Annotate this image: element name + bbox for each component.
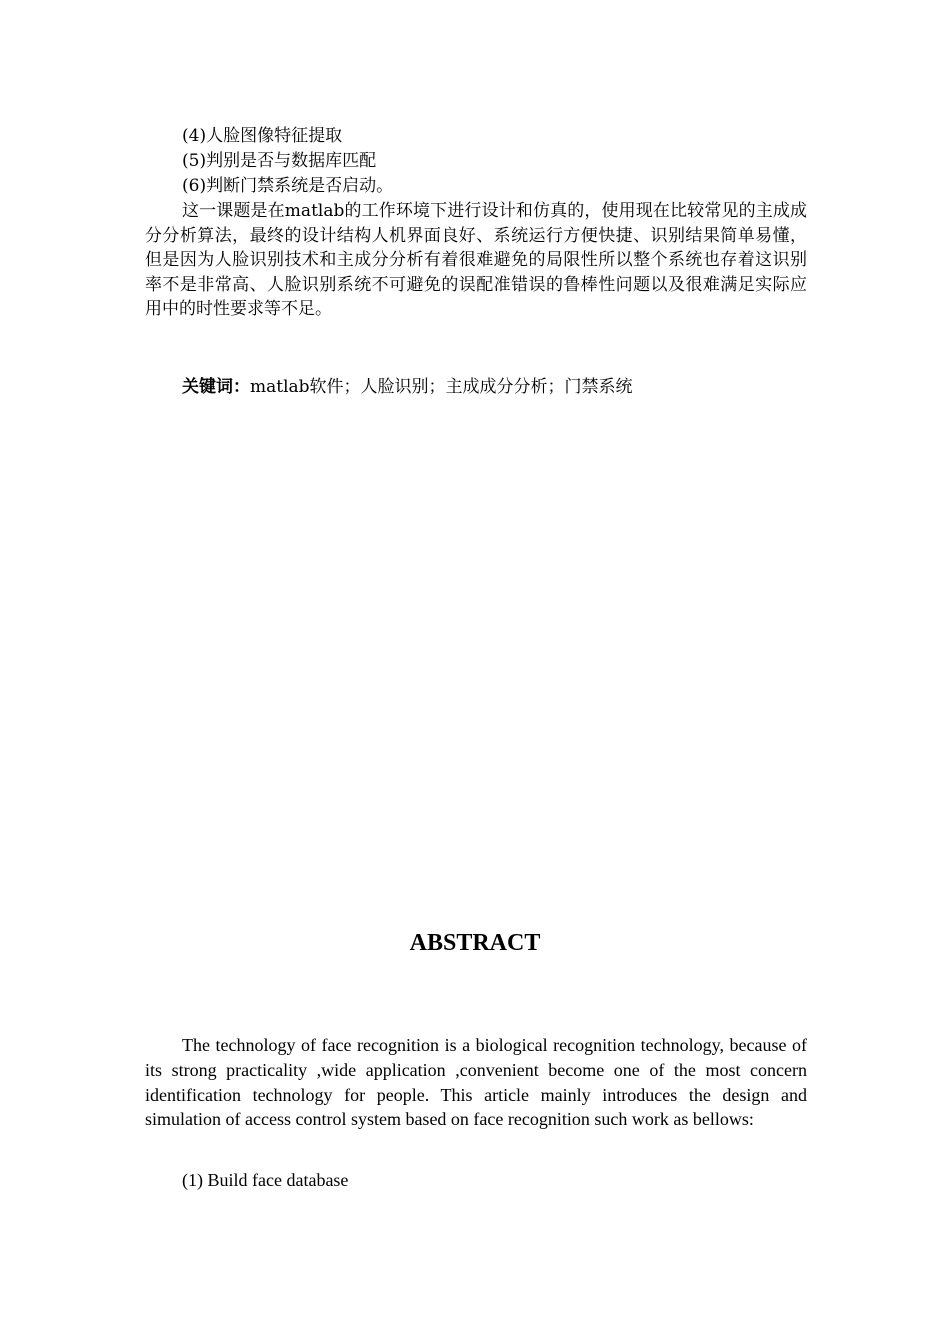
list-item-4: (4)人脸图像特征提取 — [182, 126, 343, 146]
keywords-text: matlab软件；人脸识别；主成成分分析；门禁系统 — [250, 377, 633, 397]
list-item-5: (5)判别是否与数据库匹配 — [182, 151, 377, 171]
abstract-list-item-1: (1) Build face database — [182, 1170, 349, 1190]
keywords-label: 关键词： — [182, 377, 250, 397]
abstract-paragraph: The technology of face recognition is a biological recognition technology, because of its strong practicality ,wide application ,convenient become one of the most concern identification technology for people. This article mainly introduces the design and simulation of access control system based on face recognition such work as bellows: — [145, 1035, 807, 1130]
list-item-6: (6)判断门禁系统是否启动。 — [182, 176, 394, 196]
chinese-body-paragraph: 这一课题是在matlab的工作环境下进行设计和仿真的，使用现在比较常见的主成成分分析算法，最终的设计结构人机界面良好、系统运行方便快捷、识别结果简单易懂，但是因为人脸识别技术和主成分分析有着很难避免的局限性所以整个系统也存着这识别率不是非常高、人脸识别系统不可避免的误配准错误的鲁棒性问题以及很难满足实际应用中的时性要求等不足。 — [145, 201, 807, 319]
keywords-line — [182, 372, 633, 397]
abstract-heading: ABSTRACT — [409, 930, 541, 956]
